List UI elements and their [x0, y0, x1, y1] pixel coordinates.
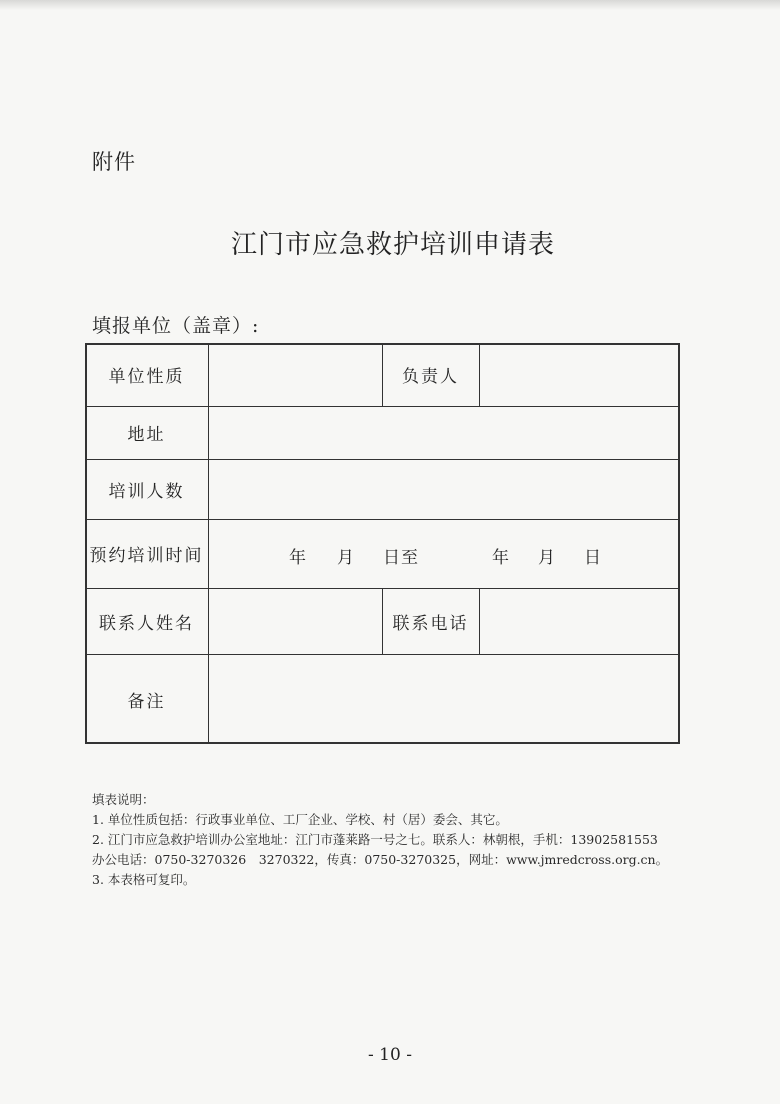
unit-nature-field[interactable]	[208, 343, 382, 406]
to-year-label: 年	[492, 548, 510, 568]
label-remarks: 备注	[127, 691, 166, 712]
attachment-label: 附件	[92, 150, 136, 174]
contact-name-field[interactable]	[208, 588, 382, 654]
to-day-label: 日	[584, 548, 602, 568]
person-in-charge-field[interactable]	[479, 343, 680, 406]
page-title: 江门市应急救护培训申请表	[230, 230, 555, 260]
trainee-count-field[interactable]	[208, 459, 680, 519]
label-trainee-count: 培训人数	[108, 481, 185, 502]
remarks-field[interactable]	[208, 654, 680, 744]
instructions-heading: 填表说明：	[92, 792, 155, 807]
page-number: - 10 -	[368, 1045, 412, 1065]
from-year-label: 年	[289, 548, 307, 568]
address-field[interactable]	[208, 406, 680, 459]
filling-unit-label: 填报单位（盖章）:	[92, 315, 260, 337]
label-unit-nature: 单位性质	[108, 367, 185, 387]
page-edge	[0, 0, 780, 10]
instruction-item: 1. 单位性质包括：行政事业单位、工厂企业、学校、村（居）委会、其它。	[92, 812, 508, 827]
instruction-item: 办公电话：0750-3270326 3270322，传真：0750-3270325，网址：www.jmredcross.org.cn。	[92, 852, 669, 867]
label-address: 地址	[127, 425, 166, 445]
contact-phone-field[interactable]	[479, 588, 680, 654]
from-day-to-label: 日至	[383, 548, 419, 568]
instruction-item: 2. 江门市应急救护培训办公室地址：江门市蓬莱路一号之七。联系人：林朝根，手机：13902581553	[92, 832, 658, 847]
from-month-label: 月	[337, 548, 355, 568]
label-contact-name: 联系人姓名	[99, 613, 194, 634]
scheduled-time-field[interactable]	[208, 519, 680, 588]
instruction-item: 3. 本表格可复印。	[92, 872, 196, 887]
label-scheduled-time: 预约培训时间	[89, 546, 204, 566]
label-person-in-charge: 负责人	[402, 367, 459, 387]
to-month-label: 月	[538, 548, 556, 568]
label-contact-phone: 联系电话	[392, 613, 469, 634]
